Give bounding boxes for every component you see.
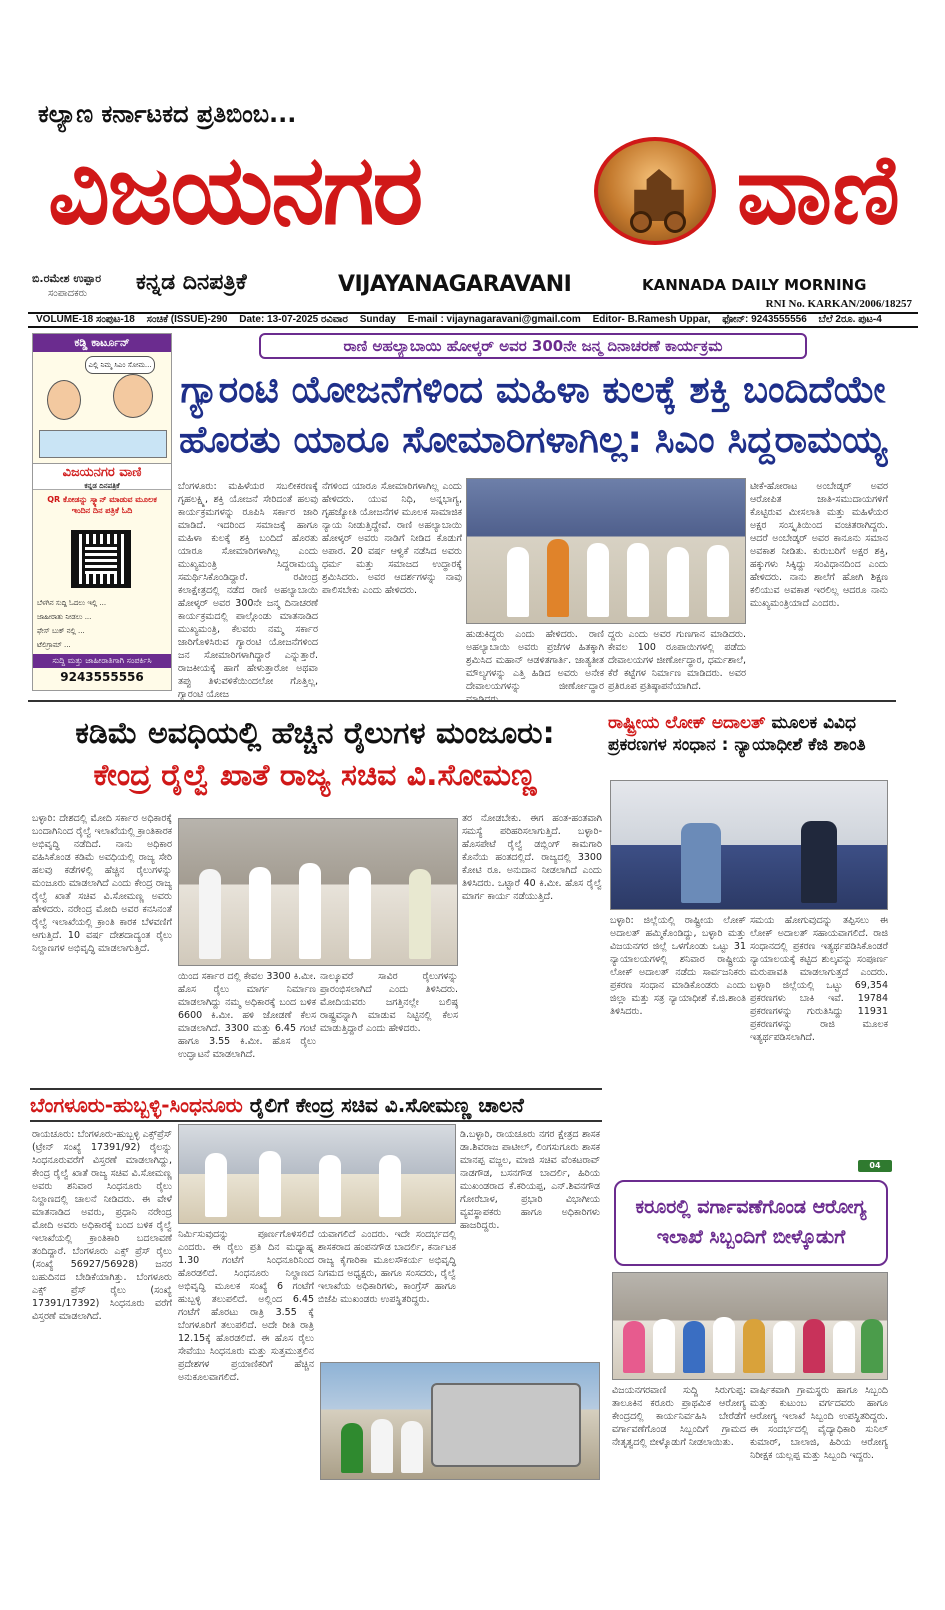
promo-phone-label: ಸುದ್ದಿ ಮತ್ತು ಜಾಹೀರಾತಿಗಾಗಿ ಸಂಪರ್ಕಿಸಿ bbox=[33, 654, 171, 668]
phone: ಫೋನ್: 9243555556 bbox=[722, 314, 807, 325]
adalat-column-1: ಬಳ್ಳಾರಿ: ಜಿಲ್ಲೆಯಲ್ಲಿ ರಾಷ್ಟ್ರೀಯ ಲೋಕ್ ಅದಾಲತ್ ಹಮ್ಮಿಕೊಂಡಿದ್ದು, ಬಳ್ಳಾರಿ ಮತ್ತು ವಿಜಯನಗರ ಜಿಲ್ಲೆ ಒಳಗೊಂಡು ಒಟ್ಟು 31 ನ್ಯಾಯಾಲಯಗಳಲ್ಲಿ ಶನಿವಾರ ರಾಷ್ಟ್ರೀಯ ಲೋಕ್ ಅದಾಲತ್ ನಡೆದು ಸಾರ್ವಜನಿಕರು ಪ್ರಕರಣ ಸಂಧಾನ ಮಾಡಿಕೊಂಡರು ಎಂದು ಜಿಲ್ಲಾ ಮತ್ತು ಸತ್ರ ನ್ಯಾಯಾಧೀಶೆ ಕೆ.ಜಿ.ಶಾಂತಿ ತಿಳಿಸಿದರು. bbox=[610, 915, 746, 1017]
stone-chariot-emblem bbox=[594, 137, 716, 245]
person-figure-icon bbox=[801, 821, 837, 903]
masthead-title-right: ವಾಣಿ bbox=[736, 134, 900, 246]
person-figure-icon bbox=[803, 1319, 825, 1373]
cartoon-figure-icon bbox=[47, 380, 81, 420]
karur-headline: ಕರೂರಲ್ಲಿ ವರ್ಗಾವಣೆಗೊಂಡ ಆರೋಗ್ಯ ಇಲಾಖೆ ಸಿಬ್ಬಂದಿಗೆ ಬೀಳ್ಕೊಡುಗೆ bbox=[614, 1180, 888, 1266]
chariot-wheel-icon bbox=[630, 211, 652, 233]
english-name: VIJAYANAGARAVANI bbox=[338, 272, 572, 297]
lead-column-2: ನೆಗಳಿಂದ ಯಾರೂ ಸೋಮಾರಿಗಳಾಗಿಲ್ಲ ಎಂದು ಹೇಳಿದರು. ಯುವ ನಿಧಿ, ಅನ್ನಭಾಗ್ಯ, ಗೃಹಜ್ಯೋತಿ ಯೋಜನೆಗಳ ಮೂಲಕ ಸಾಮಾಜಿಕ ನ್ಯಾಯ ನೀಡುತ್ತಿದ್ದೇವೆ. ರಾಣಿ ಅಹಲ್ಯಾಬಾಯಿ ಹೋಳ್ಕರ್ ಅವರು ನಾಡಿಗೆ ನೀಡಿದ ಕೊಡುಗೆ ಅಪಾರ. 20 ವರ್ಷ ಆಳ್ವಿಕೆ ನಡೆಸಿದ ಅವರು ಧರ್ಮ ಮತ್ತು ಸಮಾಜದ ಉದ್ಧಾರಕ್ಕೆ ಶ್ರಮಿಸಿದರು. ಅವರ ಆದರ್ಶಗಳನ್ನು ನಾವು ಪಾಲಿಸಬೇಕು ಎಂದು ಹೇಳಿದರು. bbox=[322, 481, 462, 596]
promo-logo-sub: ಕನ್ನಡ ದಿನಪತ್ರಿಕೆ bbox=[84, 482, 120, 490]
person-figure-icon bbox=[667, 547, 689, 617]
volume: VOLUME-18 ಸಂಪುಟ-18 bbox=[36, 314, 135, 325]
lead-column-1: ಬೆಂಗಳೂರು: ಮಹಿಳೆಯರ ಸಬಲೀಕರಣಕ್ಕೆ ಗೃಹಲಕ್ಷ್ಮಿ, ಶಕ್ತಿ ಯೋಜನೆ ಸೇರಿದಂತೆ ಹಲವು ಕಾರ್ಯಕ್ರಮಗಳನ್ನು ರೂಪಿಸಿ ಸರ್ಕಾರ ಜಾರಿ ಮಾಡಿದೆ. ಇದರಿಂದ ಸಮಾಜಕ್ಕೆ ಹಾಗೂ ಮಹಿಳಾ ಕುಲಕ್ಕೆ ಶಕ್ತಿ ಬಂದಿದೆ ಹೊರತು ಯಾರೂ ಸೋಮಾರಿಗಳಾಗಿಲ್ಲ ಎಂದು ಮುಖ್ಯಮಂತ್ರಿ ಸಿದ್ದರಾಮಯ್ಯ ಸಮರ್ಥಿಸಿಕೊಂಡಿದ್ದಾರೆ. ರವೀಂದ್ರ ಕಲಾಕ್ಷೇತ್ರದಲ್ಲಿ ನಡೆದ ರಾಣಿ ಅಹಲ್ಯಾಬಾಯಿ ಹೋಳ್ಕರ್ ಅವರ 300ನೇ ಜನ್ಮ ದಿನಾಚರಣೆ ಕಾರ್ಯಕ್ರಮದಲ್ಲಿ ಪಾಲ್ಗೊಂಡು ಮಾತನಾಡಿದ ಮುಖ್ಯಮಂತ್ರಿ, ಕೆಲವರು ನಮ್ಮ ಸರ್ಕಾರ ಜಾರಿಗೊಳಿಸಿರುವ ಗ್ಯಾರಂಟಿ ಯೋಜನೆಗಳಿಂದ ಜನ ಸೋಮಾರಿಗಳಾಗಿದ್ದಾರೆ ಎನ್ನುತ್ತಾರೆ. ರಾಜಕೀಯಕ್ಕೆ ಹಾಗೆ ಹೇಳುತ್ತಾರೋ ಅಥವಾ ತಪ್ಪು ತಿಳುವಳಿಕೆಯಿಂದಲೋ ಗೊತ್ತಿಲ್ಲ, ಗ್ಯಾರಂಟಿ ಯೋಜ bbox=[178, 481, 318, 700]
train-column-2: ನಿರ್ಮಿಸುವುದನ್ನು ಪೂರ್ಣಗೊಳಿಸಲಿದೆ ಎಂದರು. ಈ ರೈಲು ಪ್ರತಿ ದಿನ ಮಧ್ಯಾಹ್ನ 1.30 ಗಂಟೆಗೆ ಸಿಂಧನೂರಿನಿಂದ ಹೊರಡಲಿದೆ. ಸಿಂಧನೂರು ನಿಲ್ದಾಣದ ಅಭಿವೃದ್ಧಿ ಮೂಲಕ ಸಂಖ್ಯೆ 6 ಗಂಟೆಗೆ ಹುಬ್ಬಳ್ಳಿ ತಲುಪಲಿದೆ. ಅಲ್ಲಿಂದ 6.45 ಗಂಟೆಗೆ ಹೊರಟು ರಾತ್ರಿ 3.55 ಕ್ಕೆ ಬೆಂಗಳೂರಿಗೆ ತಲುಪಲಿದೆ. ಅದೇ ರೀತಿ ರಾತ್ರಿ 12.15ಕ್ಕೆ ಹೊರಡಲಿದೆ. ಈ ಹೊಸ ರೈಲು ಸೇವೆಯು ಸಿಂಧನೂರು ಮತ್ತು ಸುತ್ತಮುತ್ತಲಿನ ಪ್ರದೇಶಗಳ ಪ್ರಯಾಣಿಕರಿಗೆ ಹೆಚ್ಚಿನ ಅನುಕೂಲವಾಗಲಿದೆ. bbox=[178, 1229, 314, 1383]
person-figure-icon bbox=[341, 1423, 363, 1473]
promo-logo bbox=[33, 464, 171, 490]
masthead-tagline: ಕಲ್ಯಾಣ ಕರ್ನಾಟಕದ ಪ್ರತಿಬಿಂಬ... bbox=[38, 100, 297, 128]
editor: Editor- B.Ramesh Uppar, bbox=[592, 314, 711, 325]
person-figure-icon bbox=[259, 1151, 281, 1217]
train-headline-red: ಬೆಂಗಳೂರು-ಹುಬ್ಬಳ್ಳಿ-ಸಿಂಧನೂರು bbox=[30, 1093, 243, 1117]
railway-column-3: ನಾಲ್ಕೂವರೆ ಸಾವಿರ ರೈಲುಗಳನ್ನು ಪ್ರಾರಂಭಿಸಲಾಗಿದೆ ಎಂದು ತಿಳಿಸಿದರು. ಮೋದಿಯವರು ಜಗತ್ತಿನಲ್ಲೇ ಬಲಿಷ್ಠ ರಾಷ್ಟ್ರವನ್ನಾಗಿ ಮಾಡುವ ನಿಟ್ಟಿನಲ್ಲಿ ಕೆಲಸ ಮಾಡುತ್ತಿದ್ದಾರೆ ಎಂದು ಹೇಳಿದರು. bbox=[320, 971, 458, 1034]
editor-name: ಬಿ.ರಮೇಶ ಉಪ್ಪಾರ bbox=[32, 272, 102, 285]
person-figure-icon bbox=[547, 539, 569, 617]
cartoon-title: ಕಡ್ಡಿ ಕಾರ್ಟೂನ್ bbox=[33, 334, 171, 352]
railway-column-2: ಯಿಂದ ಸರ್ಕಾರ ದಲ್ಲಿ ಕೇವಲ 3300 ಕಿ.ಮೀ. ಹೊಸ ರೈಲು ಮಾರ್ಗ ನಿರ್ಮಾಣ ಮಾಡಲಾಗಿದ್ದು ನಮ್ಮ ಅಧಿಕಾರಕ್ಕೆ ಬಂದ ಬಳಿಕ 6600 ಕಿ.ಮೀ. ಹಳಿ ಜೋಡಣೆ ಕೆಲಸ ಮಾಡಲಾಗಿದೆ. 3300 ಮತ್ತು 6.45 ಗಂಟೆ ಹಾಗೂ 3.55 ಕಿ.ಮೀ. ಹೊಸ ರೈಲು ಉದ್ಘಾಟನೆ ಮಾಡಲಾಗಿದೆ. bbox=[178, 971, 316, 1060]
train-engine-icon bbox=[431, 1383, 581, 1467]
issue: ಸಂಚಿಕೆ (ISSUE)-290 bbox=[146, 314, 228, 325]
person-figure-icon bbox=[379, 1155, 401, 1217]
price: ಬೆಲೆ 2ರೂ. ಪುಟ-4 bbox=[818, 314, 882, 325]
email[interactable]: E-mail : vijaynagaravani@gmail.com bbox=[407, 314, 581, 325]
train-column-1: ರಾಯಚೂರು: ಬೆಂಗಳೂರು-ಹುಬ್ಬಳ್ಳಿ ಎಕ್ಸ್‌ಪ್ರೆಸ್ (ಟ್ರೇನ್ ಸಂಖ್ಯೆ 17391/92) ರೈಲನ್ನು ಸಿಂಧನೂರುವರೆಗೆ ವಿಸ್ತರಣೆ ಮಾಡಲಾಗಿದ್ದು, ಕೇಂದ್ರ ರೈಲ್ವೆ ಖಾತೆ ರಾಜ್ಯ ಸಚಿವ ವಿ.ಸೋಮಣ್ಣ ಅವರು ಶನಿವಾರ ಸಿಂಧನೂರು ರೈಲು ನಿಲ್ದಾಣದಲ್ಲಿ ಚಾಲನೆ ನೀಡಿದರು. ಈ ವೇಳೆ ಮಾತನಾಡಿದ ಅವರು, ಪ್ರಧಾನಿ ನರೇಂದ್ರ ಮೋದಿ ಅವರು ಅಧಿಕಾರಕ್ಕೆ ಬಂದ ಬಳಿಕ ರೈಲ್ವೆ ಇಲಾಖೆಯಲ್ಲಿ ಕ್ರಾಂತಿಕಾರಿ ಬದಲಾವಣೆ ತಂದಿದ್ದಾರೆ. ಬೆಂಗಳೂರು ಎಕ್ಸ್ ಪ್ರೆಸ್ ರೈಲು (ಸಂಖ್ಯೆ 56927/56928) ಜನರ ಬಹುದಿನದ ಬೇಡಿಕೆಯಾಗಿತ್ತು. ಬೆಂಗಳೂರು ಎಕ್ಸ್ ಪ್ರೆಸ್ ರೈಲು (ಸಂಖ್ಯೆ 17391/17392) ಸಿಂಧನೂರು ವರೆಗೆ ವಿಸ್ತರಣೆ ಮಾಡಲಾಗಿದೆ. bbox=[32, 1129, 172, 1322]
cartoon-figure-icon bbox=[113, 374, 153, 418]
day: Sunday bbox=[359, 314, 396, 325]
person-figure-icon bbox=[319, 1155, 341, 1217]
rni-number: RNI No. KARKAN/2006/18257 bbox=[765, 298, 912, 310]
train-headline bbox=[30, 1088, 602, 1122]
promo-line: ಫೇಸ್ ಬುಕ್ ನಲ್ಲಿ ... bbox=[37, 627, 85, 635]
person-figure-icon bbox=[299, 863, 321, 959]
left-sidebar bbox=[32, 333, 172, 691]
lead-column-3: ಹುಡುಕಿದ್ದರು ಎಂದು ಹೇಳಿದರು. ರಾಣಿ ಅಹಲ್ಯಾಬಾಯಿ ಅವರು ಪ್ರಜೆಗಳ ಹಿತಕ್ಕಾಗಿ ಶ್ರಮಿಸಿದ ಮಹಾನ್ ಆಡಳಿತಗಾರ್ತಿ. ಜಾತ್ಯತೀತ ಮೌಲ್ಯಗಳನ್ನು ಎತ್ತಿ ಹಿಡಿದ ಅವರು ಅನೇಕ ದೇವಾಲಯಗಳನ್ನು ಜೀರ್ಣೋದ್ಧಾರ bbox=[466, 629, 604, 692]
train-column-3: ಯವಾಗಲಿದೆ ಎಂದರು. ಇದೇ ಸಂದರ್ಭದಲ್ಲಿ ಶಾಸಕರಾದ ಹಂಪನಗೌಡ ಬಾದರ್ಲಿ, ಕರ್ನಾಟಕ ರಾಜ್ಯ ಕೈಗಾರಿಕಾ ಮೂಲಸೌಕರ್ಯ ಅಭಿವೃದ್ಧಿ ನಿಗಮದ ಅಧ್ಯಕ್ಷರು, ಹಾಗೂ ಸಂಸದರು, ರೈಲ್ವೆ ಇಲಾಖೆಯ ಅಧಿಕಾರಿಗಳು, ಕಾಂಗ್ರೆಸ್ ಹಾಗೂ ಬಿಜೆಪಿ ಮುಖಂಡರು ಉಪಸ್ಥಿತರಿದ್ದರು. bbox=[318, 1229, 456, 1305]
railway-headline-2: ಕೇಂದ್ರ ರೈಲ್ವೆ ಖಾತೆ ರಾಜ್ಯ ಸಚಿವ ವಿ.ಸೋಮಣ್ಣ bbox=[93, 758, 537, 793]
lead-headline-1: ಗ್ಯಾರಂಟಿ ಯೋಜನೆಗಳಿಂದ ಮಹಿಳಾ ಕುಲಕ್ಕೆ ಶಕ್ತಿ ಬಂದಿದೆಯೇ bbox=[180, 368, 886, 411]
promo-phone: 9243555556 bbox=[60, 670, 144, 684]
train-column-4: ಡಿ.ಬಳ್ಳಾರಿ, ರಾಯಚೂರು ನಗರ ಕ್ಷೇತ್ರದ ಶಾಸಕ ಡಾ.ಶಿವರಾಜ ಪಾಟೀಲ್, ಲಿಂಗಸುಗೂರು ಶಾಸಕ ಮಾನಪ್ಪ ವಜ್ಜಲ, ಮಾಜಿ ಸಚಿವ ವೆಂಕಟರಾವ್ ನಾಡಗೌಡ, ಬಸನಗೌಡ ಬಾದರ್ಲಿ, ಹಿರಿಯ ಮುಖಂಡರಾದ ಕೆ.ಕರಿಯಪ್ಪ, ಎನ್.ಶಿವನಗೌಡ ಗೋರೆಬಾಳ, ಪ್ರಭಾರಿ ವಿಭಾಗೀಯ ವ್ಯವಸ್ಥಾಪಕರು ಹಾಗೂ ಅಧಿಕಾರಿಗಳು ಹಾಜರಿದ್ದರು. bbox=[460, 1129, 600, 1231]
karur-column-1: ವಿಜಯನಗರವಾಣಿ ಸುದ್ದಿ ಸಿರುಗುಪ್ಪ: ತಾಲೂಕಿನ ಕರೂರು ಪ್ರಾಥಮಿಕ ಆರೋಗ್ಯ ಕೇಂದ್ರದಲ್ಲಿ ಕಾರ್ಯನಿರ್ವಹಿಸಿ ಬೇರೆಡೆಗೆ ವರ್ಗಾವಣೆಗೊಂಡ ಸಿಬ್ಬಂದಿಗೆ ಗ್ರಾಮದ ನೇತೃತ್ವದಲ್ಲಿ ಬೀಳ್ಕೊಡುಗೆ ನೀಡಲಾಯಿತು. bbox=[612, 1385, 746, 1448]
adalat-headline-rest: ಮೂಲಕ ವಿವಿಧ ಪ್ರಕರಣಗಳ ಸಂಧಾನ : ನ್ಯಾಯಾಧೀಶೆ ಕೆಜಿ ಶಾಂತಿ bbox=[608, 713, 866, 755]
lead-column-4: ದ್ದರು ಎಂದು ಅವರ ಗುಣಗಾನ ಮಾಡಿದರು. ಕೇವಲ 100 ರೂಪಾಯಿಗಳಲ್ಲಿ ಪಡೆದು ದೇವಾಲಯಗಳ ಜೀರ್ಣೋದ್ಧಾರ, ಧರ್ಮಶಾಲೆ, ಕೆರೆ ಕಟ್ಟೆಗಳ ನಿರ್ಮಾಣ ಮಾಡಿದರು. ಅವರ ಪ್ರತಿರೂಪ ಪ್ರತಿಷ್ಠಾಪನೆಯಾಗಿದೆ. bbox=[608, 629, 746, 692]
promo-lines bbox=[37, 596, 167, 652]
promo-line: ಜಾಹೀರಾತು ನೀಡಲು ... bbox=[37, 613, 92, 621]
train-photo-2 bbox=[320, 1362, 600, 1480]
person-figure-icon bbox=[861, 1319, 883, 1373]
promo-box bbox=[33, 464, 171, 690]
lead-story bbox=[176, 333, 890, 465]
cartoon-desk-icon bbox=[39, 430, 167, 458]
promo-logo-text: ವಿಜಯನಗರ ವಾಣಿ bbox=[62, 465, 142, 480]
person-figure-icon bbox=[773, 1321, 795, 1373]
masthead-title-left: ವಿಜಯನಗರ bbox=[48, 134, 422, 246]
person-figure-icon bbox=[833, 1321, 855, 1373]
adalat-photo bbox=[610, 780, 888, 910]
english-subtitle: KANNADA DAILY MORNING bbox=[642, 276, 867, 294]
cartoon-image bbox=[33, 352, 171, 464]
train-photo-1 bbox=[178, 1124, 456, 1224]
railway-column-4: ತರ ನೋಡಬೇಕು. ಈಗ ಹಂತ-ಹಂತವಾಗಿ ಸಮಸ್ಯೆ ಪರಿಹರಿಸಲಾಗುತ್ತಿದೆ. ಬಳ್ಳಾರಿ-ಹೊಸಪೇಟೆ ರೈಲ್ವೆ ಡಬ್ಲಿಂಗ್ ಕಾಮಗಾರಿ ಕೊನೆಯ ಹಂತದಲ್ಲಿದೆ. ರಾಜ್ಯದಲ್ಲಿ 3300 ಕೋಟಿ ರೂ. ಅನುದಾನ ನೀಡಲಾಗಿದೆ ಎಂದು ತಿಳಿಸಿದರು. ಒಟ್ಟಾರೆ 40 ಕಿ.ಮೀ. ಹೊಸ ರೈಲ್ವೆ ಮಾರ್ಗ ಕಾರ್ಯ ನಡೆಯುತ್ತಿದೆ. bbox=[462, 813, 602, 902]
qr-code-icon[interactable] bbox=[71, 530, 131, 588]
railway-headline-1: ಕಡಿಮೆ ಅವಧಿಯಲ್ಲಿ ಹೆಚ್ಚಿನ ರೈಲುಗಳ ಮಂಜೂರು: bbox=[75, 716, 555, 751]
lead-photo bbox=[466, 478, 746, 624]
person-figure-icon bbox=[371, 1419, 393, 1473]
train-headline-rest: ರೈಲಿಗೆ ಕೇಂದ್ರ ಸಚಿವ ವಿ.ಸೋಮಣ್ಣ ಚಾಲನೆ bbox=[249, 1093, 524, 1117]
person-figure-icon bbox=[205, 1153, 227, 1217]
railway-photo bbox=[178, 818, 458, 966]
section-divider bbox=[28, 700, 896, 702]
chariot-wheel-icon bbox=[664, 211, 686, 233]
date: Date: 13-07-2025 ರವಿವಾರ bbox=[239, 314, 348, 325]
person-figure-icon bbox=[409, 869, 431, 959]
lead-column-5: ಟೀಕೆ-ಹೋರಾಟ ಅಂಬೇಡ್ಕರ್ ಅವರ ಆರೋಪಿತ ಜಾತಿ-ಸಮುದಾಯಗಳಿಗೆ ಕೊಟ್ಟಿರುವ ಮೀಸಲಾತಿ ಮತ್ತು ಮಹಿಳೆಯರ ಅಕ್ಷರ ಸಂಸ್ಕೃತಿಯಿಂದ ವಂಚಿತರಾಗಿದ್ದರು. ಆದರೆ ಅಂಬೇಡ್ಕರ್ ಅವರ ಕಾನೂನು ಸಮಾನ ಅವಕಾಶ ನೀಡಿತು. ಕುರುಬರಿಗೆ ಅಕ್ಷರ ಶಕ್ತಿ, ಹಕ್ಕುಗಳು ಸಿಕ್ಕಿದ್ದು ಸಂವಿಧಾನದಿಂದ ಎಂದು ಹೇಳಿದರು. ನಾನು ಶಾಲೆಗೆ ಹೋಗಿ ಶಿಕ್ಷಣ ಕಲಿಯುವ ಅವಕಾಶ ಇರಲಿಲ್ಲ ಆದರೂ ನಾನು ಮುಖ್ಯಮಂತ್ರಿಯಾದೆ ಎಂದರು. bbox=[750, 481, 888, 609]
person-figure-icon bbox=[587, 543, 609, 617]
person-figure-icon bbox=[713, 1317, 735, 1373]
person-figure-icon bbox=[707, 545, 729, 617]
continued-page-badge[interactable]: 04 bbox=[858, 1160, 892, 1172]
masthead bbox=[48, 135, 900, 250]
issue-info-bar bbox=[28, 312, 918, 328]
qr-instructions: QR ಕೋಡನ್ನು ಸ್ಕ್ಯಾನ್ ಮಾಡುವ ಮೂಲಕ ಇಂದಿನ ದಿನ ಪತ್ರಿಕೆ ಓದಿ bbox=[47, 495, 157, 515]
person-figure-icon bbox=[249, 867, 271, 959]
person-figure-icon bbox=[401, 1421, 423, 1473]
cartoon-speech-bubble: ಎಲ್ಲಿ ನಿಮ್ಮ ಸಿಎಂ ಸೋಮ... bbox=[85, 356, 155, 374]
adalat-headline-red: ರಾಷ್ಟ್ರೀಯ ಲೋಕ್ ಅದಾಲತ್ bbox=[608, 713, 766, 733]
promo-line: ಬೆಳಗಿನ ಸುದ್ದಿ ಓದಲು ಇಲ್ಲಿ ... bbox=[37, 599, 107, 607]
promo-line: ಟೆಲಿಗ್ರಾಮ್ ... bbox=[37, 641, 71, 649]
person-figure-icon bbox=[743, 1319, 765, 1373]
adalat-headline bbox=[608, 712, 894, 756]
karur-column-2: ವಾರ್ಷಿಕವಾಗಿ ಗ್ರಾಮಸ್ಥರು ಹಾಗೂ ಸಿಬ್ಬಂದಿ ಮತ್ತು ಕುಟುಂಬ ವರ್ಗದವರು ಹಾಗೂ ಆರೋಗ್ಯ ಇಲಾಖೆ ಸಿಬ್ಬಂದಿ ಉಪಸ್ಥಿತರಿದ್ದರು. ಈ ಸಂದರ್ಭದಲ್ಲಿ ವೈದ್ಯಾಧಿಕಾರಿ ಸುನಿಲ್ ಕುಮಾರ್, ಬಾಲಾಜಿ, ಹಿರಿಯ ಆರೋಗ್ಯ ನಿರೀಕ್ಷಕ ಯಲ್ಲಪ್ಪ ಮತ್ತು ಸಿಬ್ಬಂದಿ ಇದ್ದರು. bbox=[750, 1385, 888, 1461]
person-figure-icon bbox=[681, 823, 721, 903]
masthead-subrow bbox=[28, 270, 918, 310]
karur-photo bbox=[612, 1272, 888, 1380]
person-figure-icon bbox=[627, 543, 649, 617]
railway-column-1: ಬಳ್ಳಾರಿ: ದೇಶದಲ್ಲಿ ಮೋದಿ ಸರ್ಕಾರ ಅಧಿಕಾರಕ್ಕೆ ಬಂದಾಗಿನಿಂದ ರೈಲ್ವೆ ಇಲಾಖೆಯಲ್ಲಿ ಕ್ರಾಂತಿಕಾರಕ ಅಭಿವೃದ್ಧಿ ನಡೆದಿದೆ. ನಾನು ಅಧಿಕಾರ ವಹಿಸಿಕೊಂಡ ಕಡಿಮೆ ಅವಧಿಯಲ್ಲಿ ರಾಜ್ಯ ಸೇರಿ ಹಲವು ಕಡೆಗಳಲ್ಲಿ ಹೆಚ್ಚಿನ ರೈಲುಗಳನ್ನು ಮಂಜೂರು ಮಾಡಲಾಗಿದೆ ಎಂದು ಕೇಂದ್ರ ರಾಜ್ಯ ರೈಲ್ವೆ ಖಾತೆ ಸಚಿವ ವಿ.ಸೋಮಣ್ಣ ಅವರು ಹೇಳಿದರು. ನರೇಂದ್ರ ಮೋದಿ ಅವರ ಕನಸಿನಂತೆ ರೈಲ್ವೆ ಇಲಾಖೆಯಲ್ಲಿ ಕ್ರಾಂತಿ ಕಾರಕ ಬೆಳವಣಿಗೆ ಆಗುತ್ತಿದೆ. 10 ವರ್ಷ ದೇಶದಾದ್ಯಂತ ರೈಲು ನಿಲ್ದಾಣಗಳ ಅಭಿವೃದ್ಧಿ ಮಾಡಲಾಗುತ್ತಿದೆ. bbox=[32, 813, 172, 954]
adalat-column-2: ಸಮಯ ಹೋಗುವುದನ್ನು ತಪ್ಪಿಸಲು ಈ ಲೋಕ್ ಅದಾಲತ್ ಸಹಾಯವಾಗಲಿದೆ. ರಾಜಿ ಸಂಧಾನದಲ್ಲಿ ಪ್ರಕರಣ ಇತ್ಯರ್ಥಪಡಿಸಿಕೊಂಡರೆ ನ್ಯಾಯಾಲಯಕ್ಕೆ ಕಟ್ಟಿದ ಶುಲ್ಕವನ್ನು ಸಂಪೂರ್ಣ ಮರುಪಾವತಿ ಮಾಡಲಾಗುತ್ತದೆ ಎಂದರು. ಬಳ್ಳಾರಿ ಜಿಲ್ಲೆಯಲ್ಲಿ ಒಟ್ಟು 69,354 ಪ್ರಕರಣಗಳು ಬಾಕಿ ಇವೆ. 19784 ಪ್ರಕರಣಗಳನ್ನು ಗುರುತಿಸಿದ್ದು 11931 ಪ್ರಕರಣಗಳನ್ನು ರಾಜಿ ಮೂಲಕ ಇತ್ಯರ್ಥಪಡಿಸಲಾಗಿದೆ. bbox=[750, 915, 888, 1043]
person-figure-icon bbox=[507, 547, 529, 617]
person-figure-icon bbox=[653, 1319, 675, 1373]
lead-kicker: ರಾಣಿ ಅಹಲ್ಯಾಬಾಯಿ ಹೋಳ್ಕರ್ ಅವರ 300ನೇ ಜನ್ಮ ದಿನಾಚರಣೆ ಕಾರ್ಯಕ್ರಮ bbox=[259, 333, 807, 359]
person-figure-icon bbox=[683, 1321, 705, 1373]
editor-role: ಸಂಪಾದಕರು bbox=[48, 288, 88, 299]
person-figure-icon bbox=[199, 869, 221, 959]
lead-headline-2: ಹೊರತು ಯಾರೂ ಸೋಮಾರಿಗಳಾಗಿಲ್ಲ: ಸಿಎಂ ಸಿದ್ದರಾಮಯ್ಯ bbox=[178, 418, 888, 461]
person-figure-icon bbox=[623, 1321, 645, 1373]
person-figure-icon bbox=[349, 867, 371, 959]
kannada-daily-label: ಕನ್ನಡ ದಿನಪತ್ರಿಕೆ bbox=[136, 270, 247, 295]
